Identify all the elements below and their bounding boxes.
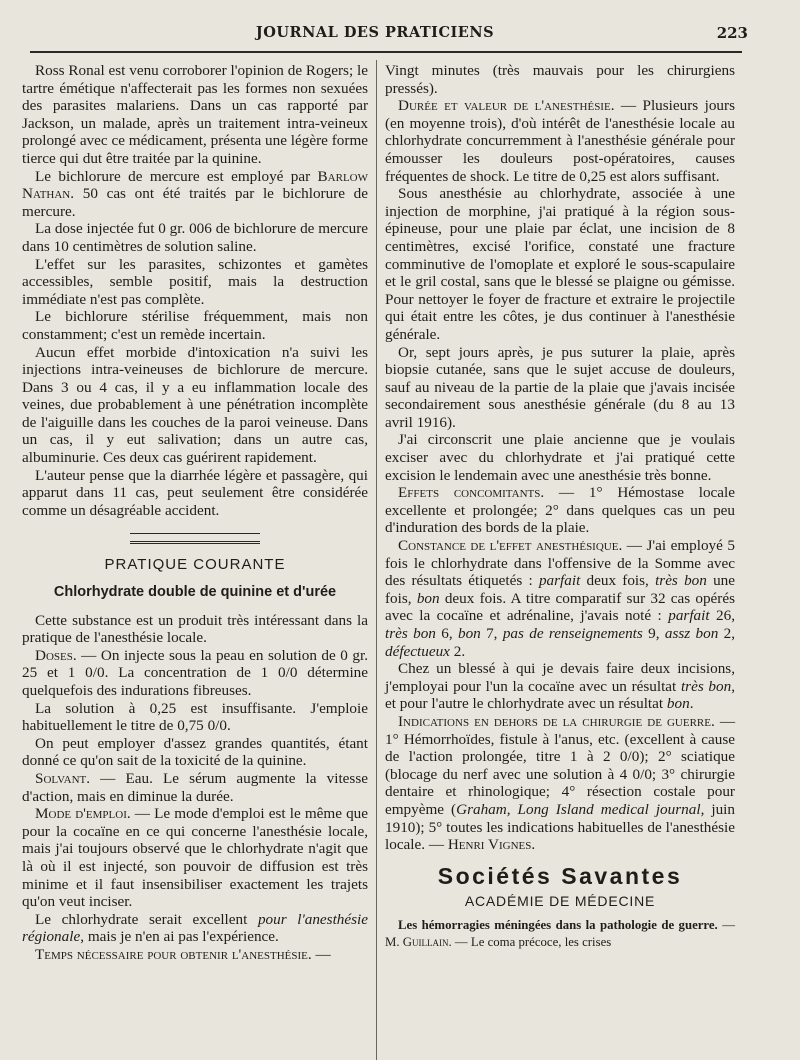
author-name: Barlow Nathan: [22, 167, 368, 203]
paragraph: Chez un blessé à qui je devais faire deux incisions, j'employai pour l'un la cocaïne avec un résultat très bon, et pour l'autre le chlorhydrate avec un résultat bon.: [385, 660, 735, 713]
paragraph: Les hémorragies méningées dans la pathologie de guerre. — M. Guillain. — Le coma précoce, les crises: [385, 917, 735, 949]
paragraph: Doses. — On injecte sous la peau en solution de 0 gr. 25 et 1 0/0. La concentration de 1 0/0 détermine quelquefois des indurations fibreuses.: [22, 646, 368, 699]
paragraph: Le chlorhydrate serait excellent pour l'anesthésie régionale, mais je n'en ai pas l'expérience.: [22, 910, 368, 946]
paragraph: L'effet sur les parasites, schizontes et gamètes accessibles, semble positif, mais la destruction immédiate n'est pas complète.: [22, 255, 368, 308]
paragraph: Le bichlorure stérilise fréquemment, mais non constamment; c'est un remède incertain.: [22, 308, 368, 343]
paragraph: Constance de l'effet anesthésique. — J'ai employé 5 fois le chlorhydrate dans l'offensive de la Somme avec des résultats étiquetés : parfait deux fois, très bon une fois, bon deux fois. A titre comparatif sur 32 cas opérés avec la cocaïne et adrénaline, j'avais noté : parfait 26, très bon 6, bon 7, pas de renseignements 9, assz bon 2, défectueux 2.: [385, 537, 736, 660]
run-in-heading: Doses.: [35, 646, 77, 664]
right-column: [385, 62, 735, 951]
run-in-heading: Indications en dehors de la chirurgie de guerre.: [398, 712, 715, 730]
academie-title: ACADÉMIE DE MÉDECINE: [464, 893, 656, 910]
paragraph: L'auteur pense que la diarrhée légère et passagère, qui apparut dans 11 cas, peut seulement être considérée comme un désagréable accident.: [22, 466, 368, 519]
author-name: Guillain: [402, 934, 449, 949]
paragraph: Le bichlorure de mercure est employé par Barlow Nathan. 50 cas ont été traités par le bichlorure de mercure.: [22, 167, 368, 220]
paragraph: Ross Ronal est venu corroborer l'opinion de Rogers; le tartre émétique n'affecterait pas les formes non sexuées des parasites malariens. Dans un cas rapporté par Jackson, un malade, après un traitement intra-veineux prolongé avec ce médicament, présenta une légère forme tierce qui dut être traitée par la quinine.: [22, 62, 368, 167]
paragraph: Mode d'emploi. — Le mode d'emploi est le même que pour la cocaïne en ce qui concerne l'anesthésie locale, mais j'ai toujours observé que le chlorhydrate n'agit que là où il est injecté, son pouvoir de diffusion est très minime et il faut insensibiliser exactement les trajets qu'on veut inciser.: [22, 805, 368, 911]
run-in-heading: Constance de l'effet anesthésique.: [398, 537, 623, 555]
run-in-heading: Temps nécessaire pour obtenir l'anesthésie.: [35, 945, 312, 963]
paragraph: Vingt minutes (très mauvais pour les chirurgiens pressés).: [385, 62, 735, 97]
paragraph: J'ai circonscrit une plaie ancienne que je voulais exciser avec du chlorhydrate et j'ai pratiqué cette excision le lendemain avec une anesthésie très bonne.: [385, 431, 735, 484]
paragraph: Aucun effet morbide d'intoxication n'a suivi les injections intra-veineuses de bichlorure de mercure. Dans 3 ou 4 cas, il y a eu inflammation locale des veines, due probablement à une pénétration incomplète de l'aiguille dans les couches de la paroi veineuse. Dans un cas, il y eut salivation; dans un autre cas, albuminurie. Ces deux cas guérirent rapidement.: [22, 343, 368, 467]
article-heading: Les hémorragies méningées dans la pathologie de guerre.: [398, 917, 718, 932]
run-in-heading: Solvant.: [35, 769, 91, 787]
section-rule: [130, 533, 260, 544]
page-header: [0, 18, 800, 44]
header-rule: [30, 51, 742, 53]
run-in-heading: Mode d'emploi.: [35, 805, 131, 823]
run-in-heading: Durée et valeur de l'anesthésie.: [398, 97, 615, 115]
article-title: Chlorhydrate double de quinine et d'urée: [53, 584, 337, 601]
paragraph: Solvant. — Eau. Le sérum augmente la vitesse d'action, mais en diminue la durée.: [22, 769, 368, 805]
societes-title: Sociétés Savantes: [437, 862, 683, 889]
journal-title: JOURNAL DES PRATICIENS: [255, 24, 495, 41]
run-in-heading: Effets concomitants.: [398, 484, 545, 502]
section-title: PRATIQUE COURANTE: [104, 556, 286, 574]
author-name: Henri Vignes: [447, 836, 532, 854]
paragraph: On peut employer d'assez grandes quantités, étant donné ce qu'on sait de la toxicité de la quinine.: [22, 734, 368, 770]
left-column: [22, 62, 368, 964]
paragraph: Or, sept jours après, je pus suturer la plaie, après biopsie cutanée, sans que le sujet accuse de douleurs, sauf au niveau de la partie de la plaie que j'avais incisée secondairement sous anesthésie générale (du 8 au 13 avril 1916).: [385, 343, 735, 431]
paragraph: Durée et valeur de l'anesthésie. — Plusieurs jours (en moyenne trois), d'où intérêt de l'anesthésie locale au chlorhydrate concurremment à l'anesthésie générale pour émousser les douleurs post-opératoires, causes fréquentes de shock. Le titre de 0,25 est alors suffisant.: [385, 97, 735, 185]
paragraph: La dose injectée fut 0 gr. 006 de bichlorure de mercure dans 10 centimètres de solution saline.: [22, 220, 368, 255]
paragraph: Indications en dehors de la chirurgie de guerre. — 1° Hémorrhoïdes, fistule à l'anus, etc. (excellent à cause de l'action prolongée, titre 1 à 2 0/0); 2° sciatique (blocage du nerf avec une solution à 4 0/0; 3° chirurgie dentaire et rhinologique; 4° résection costale pour empyème (Graham, Long Island medical journal, juin 1910); 5° toutes les indications habituelles de l'anesthésie locale. — Henri Vignes.: [385, 712, 736, 854]
paragraph: Sous anesthésie au chlorhydrate, associée à une injection de morphine, j'ai pratiqué à la région sous-épineuse, pour une plaie par éclat, une incision de 8 centimètres, excisé l'orifice, constaté une fracture comminutive de l'omoplate et exploré le sous-scapulaire et le gril costal, sans que le blessé se plaigne ou gémisse. Pour nettoyer le foyer de fracture et extraire le projectile qui était entre les côtes, je dus continuer à l'anesthésie générale.: [385, 185, 735, 343]
column-divider: [376, 60, 377, 1060]
paragraph: Cette substance est un produit très intéressant dans la pratique de l'anesthésie locale.: [22, 611, 368, 647]
paragraph: Temps nécessaire pour obtenir l'anesthésie. —: [35, 945, 331, 963]
paragraph: La solution à 0,25 est insuffisante. J'emploie habituellement le titre de 0,75 0/0.: [22, 699, 368, 735]
page-number: 223: [716, 24, 748, 42]
paragraph: Effets concomitants. — 1° Hémostase locale excellente et prolongée; 2° dans quelques cas un peu d'induration des bords de la plaie.: [385, 484, 735, 537]
